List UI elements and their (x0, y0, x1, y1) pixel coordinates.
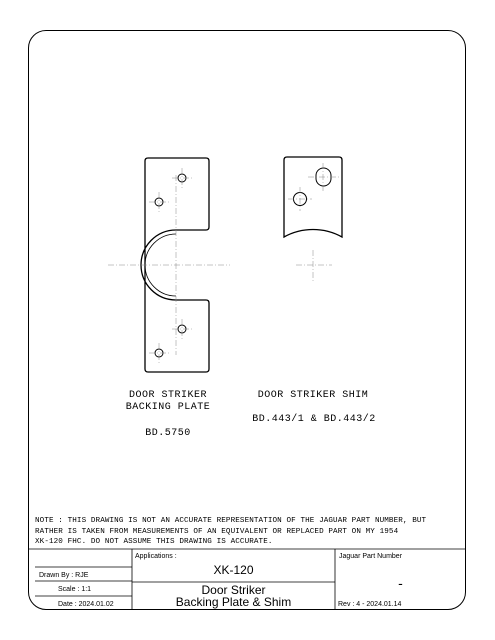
drawing-title-line1: Door Striker (201, 583, 266, 597)
note-line2: RATHER IS TAKEN FROM MEASUREMENTS OF AN EQUIVALENT OR REPLACED PART ON MY 1954 (35, 527, 399, 536)
scale: Scale : 1:1 (58, 586, 92, 593)
drawn-by: Drawn By : RJE (39, 572, 89, 579)
note-line3: XK-120 FHC. DO NOT ASSUME THIS DRAWING IS ACCURATE. (35, 538, 273, 546)
disclaimer-note (35, 516, 463, 548)
applications-label: Applications : (135, 553, 177, 560)
shim-centerlines (288, 163, 339, 282)
shim-part-number: BD.443/1 & BD.443/2 (252, 414, 376, 425)
shim-holes (294, 168, 332, 206)
backing-plate-holes (155, 174, 186, 357)
jaguar-part-number-label: Jaguar Part Number (339, 553, 403, 560)
backing-plate-part-number: BD.5750 (145, 428, 191, 439)
note-line1: NOTE : THIS DRAWING IS NOT AN ACCURATE REPRESENTATION OF THE JAGUAR PART NUMBER, BUT (35, 517, 427, 525)
backing-plate-name-line1: DOOR STRIKER (128, 390, 207, 401)
backing-plate-label (108, 390, 228, 414)
shim-label: DOOR STRIKER SHIM (257, 390, 369, 401)
shim-outline (284, 157, 342, 237)
revision: Rev : 4 - 2024.01.14 (338, 601, 402, 608)
drawing-title-line2: Backing Plate & Shim (175, 595, 292, 609)
jaguar-part-number-value: - (398, 575, 403, 591)
backing-plate-centerlines (108, 168, 230, 363)
applications-value: XK-120 (213, 563, 254, 577)
date: Date : 2024.01.02 (58, 601, 114, 608)
backing-plate-name-line2: BACKING PLATE (125, 402, 211, 413)
